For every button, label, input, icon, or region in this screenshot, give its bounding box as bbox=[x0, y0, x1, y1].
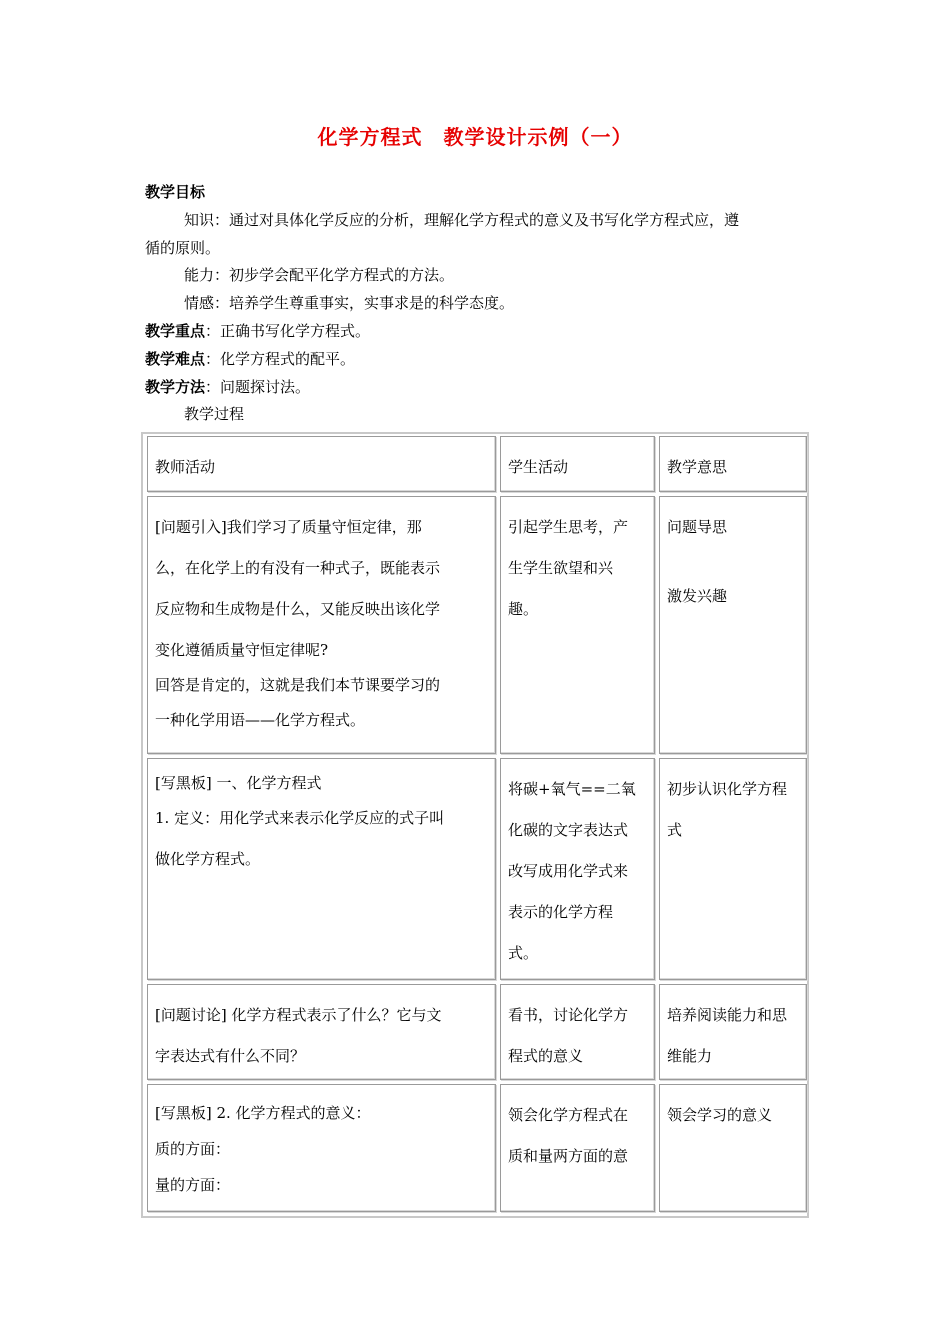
text-line: 反应物和生成物是什么，又能反映出该化学 bbox=[155, 600, 441, 618]
text-line: 做化学方程式。 bbox=[155, 850, 261, 868]
header-teacher: 教师活动 bbox=[147, 436, 496, 492]
method-text: ：问题探讨法。 bbox=[205, 378, 311, 396]
teaching-purpose bbox=[659, 496, 807, 754]
text-line: [问题引入]我们学习了质量守恒定律，那 bbox=[155, 518, 422, 536]
text-line: 引起学生思考，产 bbox=[508, 518, 629, 536]
text-line: 问题导思 bbox=[667, 518, 728, 536]
text-line: 维能力 bbox=[667, 1047, 713, 1065]
text-line: [写黑板] 2. 化学方程式的意义： bbox=[155, 1104, 371, 1122]
text-line: 化碳的文字表达式 bbox=[508, 821, 629, 839]
text-line: 生学生欲望和兴 bbox=[508, 559, 614, 577]
text-line: 式 bbox=[667, 821, 683, 839]
teaching-purpose bbox=[659, 758, 807, 980]
student-activity bbox=[500, 984, 655, 1080]
table-row bbox=[147, 1084, 803, 1212]
objective-knowledge: 知识：通过对具体化学反应的分析，理解化学方程式的意义及书写化学方程式应，遵 bbox=[184, 211, 740, 229]
difficulty-label: 教学难点 bbox=[145, 350, 206, 368]
text-line: 式。 bbox=[508, 944, 539, 962]
text-line: 将碳+氧气==二氧 bbox=[508, 780, 636, 798]
text-line: 质和量两方面的意 bbox=[508, 1147, 629, 1165]
table-header-row bbox=[147, 436, 803, 492]
process-heading: 教学过程 bbox=[184, 405, 245, 423]
table-row bbox=[147, 758, 803, 980]
text-line: [问题讨论] 化学方程式表示了什么？它与文 bbox=[155, 1006, 442, 1024]
text-line: 领会化学方程式在 bbox=[508, 1106, 629, 1124]
difficulty bbox=[145, 349, 355, 369]
method bbox=[145, 377, 310, 397]
text-line: 一种化学用语——化学方程式。 bbox=[155, 711, 366, 729]
text-line: 么，在化学上的有没有一种式子，既能表示 bbox=[155, 559, 441, 577]
teacher-activity bbox=[147, 984, 496, 1080]
text-line: 程式的意义 bbox=[508, 1047, 584, 1065]
text-line: 培养阅读能力和思 bbox=[667, 1006, 788, 1024]
text-line: 改写成用化学式来 bbox=[508, 862, 629, 880]
text-line: 量的方面： bbox=[155, 1176, 231, 1194]
student-activity bbox=[500, 496, 655, 754]
key-point-text: ：正确书写化学方程式。 bbox=[205, 322, 371, 340]
text-line: 激发兴趣 bbox=[667, 587, 728, 605]
difficulty-text: ：化学方程式的配平。 bbox=[205, 350, 356, 368]
teaching-purpose bbox=[659, 1084, 807, 1212]
document-title: 化学方程式 教学设计示例（一） bbox=[317, 125, 633, 149]
student-activity bbox=[500, 1084, 655, 1212]
text-line: 回答是肯定的，这就是我们本节课要学习的 bbox=[155, 676, 441, 694]
text-line: 变化遵循质量守恒定律呢? bbox=[155, 641, 329, 659]
teaching-purpose bbox=[659, 984, 807, 1080]
method-label: 教学方法 bbox=[145, 378, 206, 396]
student-activity bbox=[500, 758, 655, 980]
objective-knowledge-cont: 循的原则。 bbox=[145, 239, 221, 257]
objective-ability: 能力：初步学会配平化学方程式的方法。 bbox=[184, 266, 455, 284]
text-line: 表示的化学方程 bbox=[508, 903, 614, 921]
text-line: 字表达式有什么不同？ bbox=[155, 1047, 306, 1065]
text-line: 趣。 bbox=[508, 600, 539, 618]
text-line: 初步认识化学方程 bbox=[667, 780, 788, 798]
header-student: 学生活动 bbox=[500, 436, 655, 492]
header-purpose: 教学意思 bbox=[659, 436, 807, 492]
key-point-label: 教学重点 bbox=[145, 322, 206, 340]
table-row bbox=[147, 984, 803, 1080]
teacher-activity bbox=[147, 1084, 496, 1212]
objectives-heading: 教学目标 bbox=[145, 183, 206, 201]
teacher-activity bbox=[147, 496, 496, 754]
table-row bbox=[147, 496, 803, 754]
objective-emotion: 情感：培养学生尊重事实，实事求是的科学态度。 bbox=[184, 294, 515, 312]
teacher-activity bbox=[147, 758, 496, 980]
text-line: 1. 定义：用化学式来表示化学反应的式子叫 bbox=[155, 809, 445, 827]
text-line: [写黑板] 一、化学方程式 bbox=[155, 774, 322, 792]
text-line: 领会学习的意义 bbox=[667, 1106, 773, 1124]
teaching-process-table bbox=[141, 432, 809, 1218]
text-line: 质的方面： bbox=[155, 1140, 231, 1158]
text-line: 看书，讨论化学方 bbox=[508, 1006, 629, 1024]
key-point bbox=[145, 321, 370, 341]
